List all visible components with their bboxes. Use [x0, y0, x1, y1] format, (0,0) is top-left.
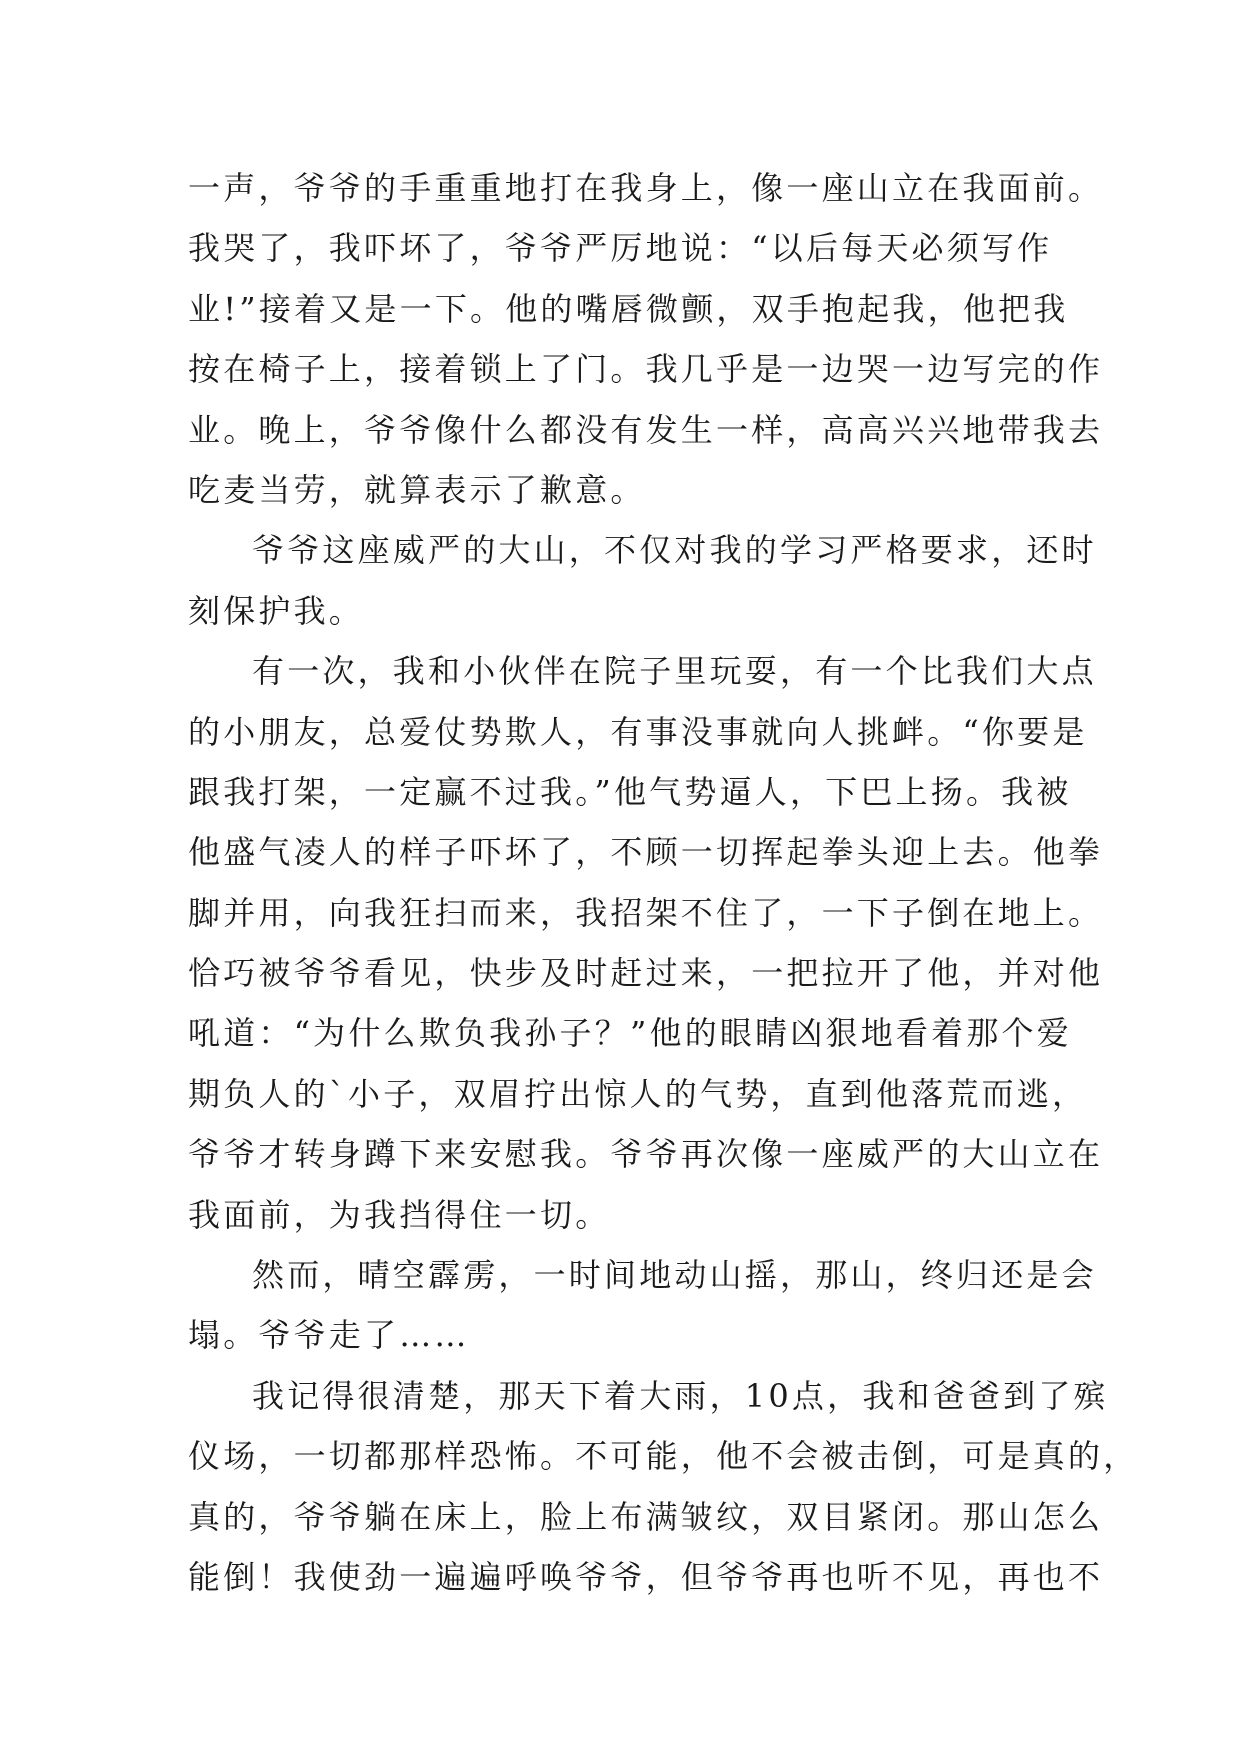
- text-line: 业!”接着又是一下。他的嘴唇微颤，双手抱起我，他把我: [188, 289, 1069, 328]
- text-line: 爷爷才转身蹲下来安慰我。爷爷再次像一座威严的大山立在: [188, 1135, 1104, 1174]
- text-line: 业。晚上，爷爷像什么都没有发生一样，高高兴兴地带我去: [188, 410, 1104, 449]
- text-line: 跟我打架，一定赢不过我。”他气势逼人，下巴上扬。我被: [188, 772, 1072, 811]
- text-line: 恰巧被爷爷看见，快步及时赶过来，一把拉开了他，并对他: [188, 954, 1104, 993]
- text-line: 期负人的`小子，双眉拧出惊人的气势，直到他落荒而逃，: [188, 1074, 1088, 1113]
- text-line: 我面前，为我挡得住一切。: [188, 1195, 611, 1234]
- text-line: 我哭了，我吓坏了，爷爷严厉地说：“以后每天必须写作: [188, 229, 1053, 268]
- paragraph-first-line: 我记得很清楚，那天下着大雨，10点，我和爸爸到了殡: [252, 1376, 1109, 1415]
- text-line: 刻保护我。: [188, 591, 365, 630]
- paragraph-first-line: 然而，晴空霹雳，一时间地动山摇，那山，终归还是会: [252, 1256, 1097, 1295]
- paragraph-first-line: 爷爷这座威严的大山，不仅对我的学习严格要求，还时: [252, 531, 1097, 570]
- text-line: 他盛气凌人的样子吓坏了，不顾一切挥起拳头迎上去。他拳: [188, 833, 1104, 872]
- text-line: 能倒！我使劲一遍遍呼唤爷爷，但爷爷再也听不见，再也不: [188, 1557, 1104, 1596]
- text-line: 脚并用，向我狂扫而来，我招架不住了，一下子倒在地上。: [188, 893, 1104, 932]
- text-line: 吃麦当劳，就算表示了歉意。: [188, 470, 646, 509]
- text-line: 仪场，一切都那样恐怖。不可能，他不会被击倒，可是真的，: [188, 1437, 1139, 1476]
- essay-body: [188, 158, 1139, 1607]
- text-line: 塌。爷爷走了……: [188, 1316, 470, 1355]
- text-line: 吼道：“为什么欺负我孙子？”他的眼睛凶狠地看着那个爱: [188, 1014, 1072, 1053]
- text-line: 一声，爷爷的手重重地打在我身上，像一座山立在我面前。: [188, 169, 1104, 207]
- text-line: 的小朋友，总爱仗势欺人，有事没事就向人挑衅。“你要是: [188, 712, 1088, 751]
- text-line: 真的，爷爷躺在床上，脸上布满皱纹，双目紧闭。那山怎么: [188, 1497, 1104, 1536]
- paragraph-first-line: 有一次，我和小伙伴在院子里玩耍，有一个比我们大点: [252, 652, 1097, 691]
- text-line: 按在椅子上，接着锁上了门。我几乎是一边哭一边写完的作: [188, 350, 1104, 389]
